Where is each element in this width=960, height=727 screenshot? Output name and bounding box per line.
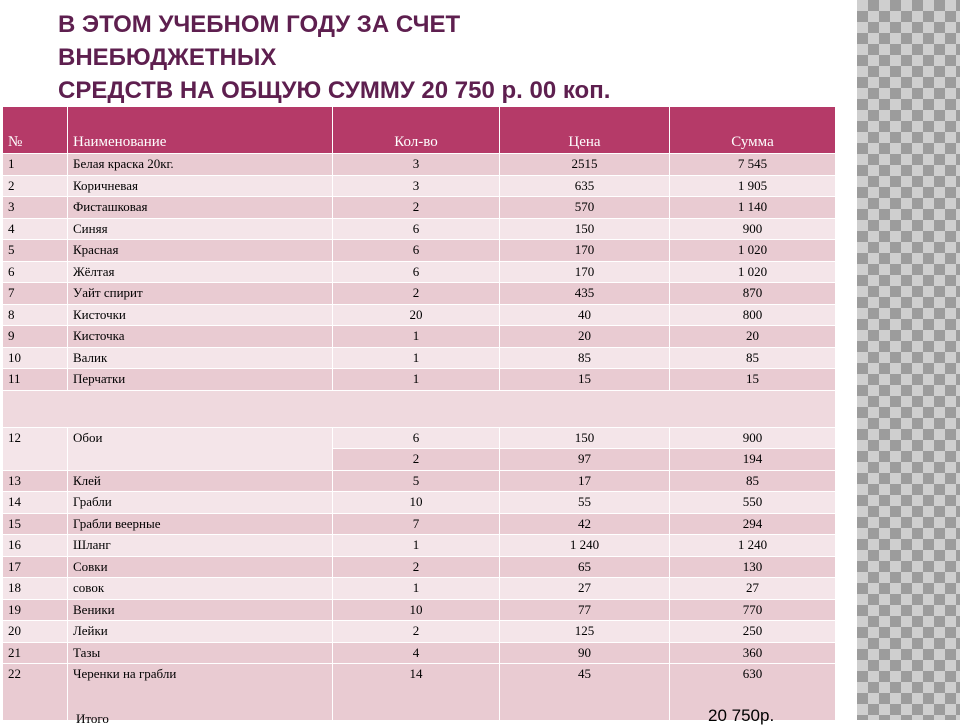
spacer-row — [3, 390, 836, 427]
cell-name: Фисташковая — [68, 197, 333, 219]
total-value: 20 750р. — [708, 706, 775, 725]
cell-price: 55 — [500, 492, 670, 514]
cell-qty: 1 — [333, 347, 500, 369]
cell-price: 635 — [500, 175, 670, 197]
cell-num: 2 — [3, 175, 68, 197]
table-row — [3, 642, 836, 664]
table-row — [3, 240, 836, 262]
cell-name: Уайт спирит — [68, 283, 333, 305]
table-row — [3, 326, 836, 348]
cell-name: Жёлтая — [68, 261, 333, 283]
cell-sum: 27 — [670, 578, 836, 600]
spacer-cell — [3, 390, 836, 427]
cell-num: 16 — [3, 535, 68, 557]
cell-qty: 10 — [333, 599, 500, 621]
cell-qty: 7 — [333, 513, 500, 535]
cell-qty: 14 — [333, 664, 500, 721]
cell-sum: 7 545 — [670, 154, 836, 176]
cell-qty: 2 — [333, 449, 500, 471]
table-body-a — [3, 154, 836, 391]
cell-qty: 3 — [333, 175, 500, 197]
cell-num: 18 — [3, 578, 68, 600]
header-name: Наименование — [68, 107, 333, 154]
table-row — [3, 470, 836, 492]
title-line-1: В ЭТОМ УЧЕБНОМ ГОДУ ЗА СЧЕТ — [58, 11, 461, 38]
table-row — [3, 261, 836, 283]
cell-sum: 294 — [670, 513, 836, 535]
cell-sum: 770 — [670, 599, 836, 621]
cell-qty: 6 — [333, 240, 500, 262]
cell-sum: 900 — [670, 427, 836, 449]
cell-price: 150 — [500, 218, 670, 240]
header-price: Цена — [500, 107, 670, 154]
table-row — [3, 578, 836, 600]
cell-name: Лейки — [68, 621, 333, 643]
cell-price: 40 — [500, 304, 670, 326]
cell-num: 13 — [3, 470, 68, 492]
purchases-table-container — [2, 106, 835, 720]
cell-sum: 1 240 — [670, 535, 836, 557]
cell-name: Веники — [68, 599, 333, 621]
cell-num: 9 — [3, 326, 68, 348]
cell-sum: 800 — [670, 304, 836, 326]
cell-num: 14 — [3, 492, 68, 514]
cell-num: 12 — [3, 427, 68, 470]
cell-price: 15 — [500, 369, 670, 391]
cell-name: Кисточки — [68, 304, 333, 326]
cell-name: Клей — [68, 470, 333, 492]
cell-qty: 10 — [333, 492, 500, 514]
cell-price: 90 — [500, 642, 670, 664]
total-label: Итого — [76, 711, 109, 726]
cell-name: Совки — [68, 556, 333, 578]
cell-price: 570 — [500, 197, 670, 219]
cell-qty: 2 — [333, 283, 500, 305]
cell-sum: 630 — [670, 664, 836, 721]
cell-price: 65 — [500, 556, 670, 578]
cell-name: совок — [68, 578, 333, 600]
title-line-3: СРЕДСТВ НА ОБЩУЮ СУММУ 20 750 р. 00 коп. — [58, 77, 611, 104]
cell-sum: 85 — [670, 347, 836, 369]
cell-qty: 2 — [333, 621, 500, 643]
cell-qty: 3 — [333, 154, 500, 176]
table-row — [3, 621, 836, 643]
cell-qty: 1 — [333, 369, 500, 391]
cell-price: 27 — [500, 578, 670, 600]
cell-num: 10 — [3, 347, 68, 369]
cell-sum: 130 — [670, 556, 836, 578]
table-row — [3, 197, 836, 219]
table-row — [3, 347, 836, 369]
cell-name: Белая краска 20кг. — [68, 154, 333, 176]
cell-sum: 1 905 — [670, 175, 836, 197]
title-line-2: ВНЕБЮДЖЕТНЫХ — [58, 44, 277, 71]
cell-price: 20 — [500, 326, 670, 348]
cell-num: 20 — [3, 621, 68, 643]
cell-sum: 900 — [670, 218, 836, 240]
cell-num: 5 — [3, 240, 68, 262]
table-header-row — [3, 107, 836, 154]
cell-sum: 250 — [670, 621, 836, 643]
cell-sum: 15 — [670, 369, 836, 391]
cell-name: Красная — [68, 240, 333, 262]
cell-price: 42 — [500, 513, 670, 535]
cell-sum: 550 — [670, 492, 836, 514]
cell-name: Валик — [68, 347, 333, 369]
cell-qty: 2 — [333, 556, 500, 578]
cell-name: Перчатки — [68, 369, 333, 391]
cell-num: 19 — [3, 599, 68, 621]
cell-qty: 6 — [333, 218, 500, 240]
cell-price: 17 — [500, 470, 670, 492]
table-row — [3, 535, 836, 557]
table-body-mid — [3, 390, 836, 470]
cell-num: 15 — [3, 513, 68, 535]
cell-num: 8 — [3, 304, 68, 326]
table-row — [3, 556, 836, 578]
cell-num: 11 — [3, 369, 68, 391]
cell-price: 2515 — [500, 154, 670, 176]
cell-num: 21 — [3, 642, 68, 664]
cell-qty: 2 — [333, 197, 500, 219]
table-body-b — [3, 470, 836, 664]
header-num: № — [3, 107, 68, 154]
table-row — [3, 283, 836, 305]
cell-name: Черенки на грабли — [68, 664, 333, 721]
cell-name: Тазы — [68, 642, 333, 664]
table-row — [3, 304, 836, 326]
cell-qty: 1 — [333, 326, 500, 348]
cell-price: 77 — [500, 599, 670, 621]
cell-name: Синяя — [68, 218, 333, 240]
cell-price: 97 — [500, 449, 670, 471]
table-row — [3, 492, 836, 514]
cell-sum: 194 — [670, 449, 836, 471]
cell-sum: 85 — [670, 470, 836, 492]
cell-name: Грабли — [68, 492, 333, 514]
cell-num: 7 — [3, 283, 68, 305]
table-row — [3, 369, 836, 391]
cell-price: 150 — [500, 427, 670, 449]
purchases-table — [2, 106, 835, 720]
cell-name: Обои — [68, 427, 333, 470]
header-sum: Сумма — [670, 107, 836, 154]
table-row — [3, 218, 836, 240]
decorative-side-pattern — [857, 0, 960, 720]
cell-num: 4 — [3, 218, 68, 240]
cell-num: 6 — [3, 261, 68, 283]
table-row — [3, 175, 836, 197]
cell-price: 85 — [500, 347, 670, 369]
cell-sum: 1 020 — [670, 240, 836, 262]
cell-sum: 1 140 — [670, 197, 836, 219]
cell-price: 170 — [500, 261, 670, 283]
cell-qty: 1 — [333, 578, 500, 600]
cell-sum: 1 020 — [670, 261, 836, 283]
cell-price: 1 240 — [500, 535, 670, 557]
cell-price: 125 — [500, 621, 670, 643]
cell-qty: 1 — [333, 535, 500, 557]
cell-num: 3 — [3, 197, 68, 219]
cell-sum: 360 — [670, 642, 836, 664]
cell-num: 1 — [3, 154, 68, 176]
cell-name: Коричневая — [68, 175, 333, 197]
cell-price: 435 — [500, 283, 670, 305]
page-title — [58, 8, 848, 107]
table-row — [3, 513, 836, 535]
cell-qty: 6 — [333, 261, 500, 283]
cell-qty: 4 — [333, 642, 500, 664]
cell-num: 22 — [3, 664, 68, 721]
cell-name: Кисточка — [68, 326, 333, 348]
cell-name: Грабли веерные — [68, 513, 333, 535]
cell-sum: 20 — [670, 326, 836, 348]
cell-name: Шланг — [68, 535, 333, 557]
cell-qty: 5 — [333, 470, 500, 492]
cell-price: 45 — [500, 664, 670, 721]
table-row — [3, 427, 836, 449]
cell-sum: 870 — [670, 283, 836, 305]
header-qty: Кол-во — [333, 107, 500, 154]
cell-qty: 20 — [333, 304, 500, 326]
cell-price: 170 — [500, 240, 670, 262]
table-row — [3, 154, 836, 176]
table-row — [3, 599, 836, 621]
cell-qty: 6 — [333, 427, 500, 449]
cell-num: 17 — [3, 556, 68, 578]
